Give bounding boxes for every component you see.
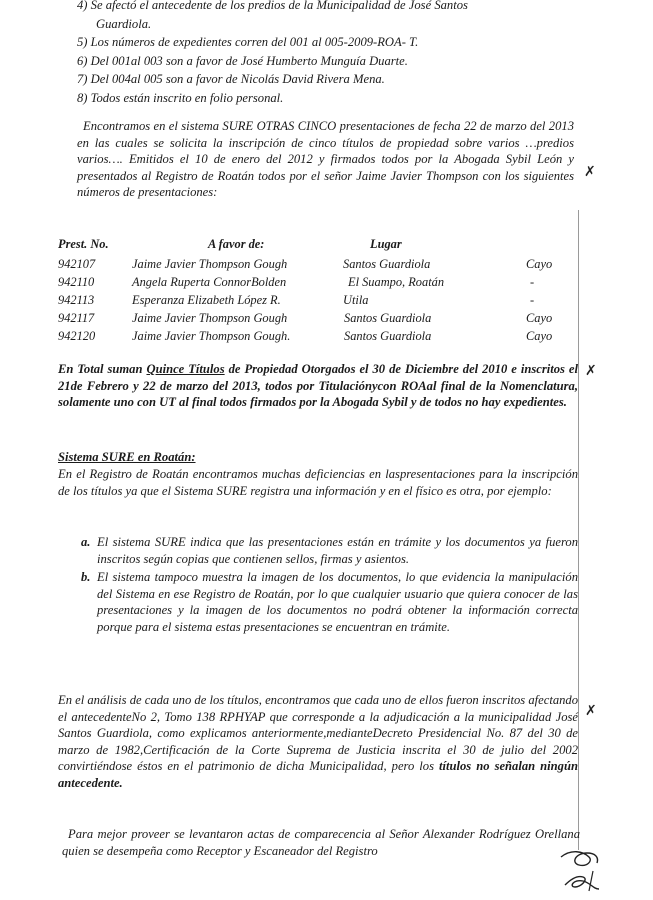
- paragraph-sure-presentations: Encontramos en el sistema SURE OTRAS CINCO presentaciones de fecha 22 de marzo del 2013 en las cuales se solicita la inscripción de cinco títulos de propiedad sobre varios …predios varios…. Emitidos el 10 de enero del 2012 y firmados todos por la Abogada Sybil León y presentados al Registro de Roatán todos por el señor Jaime Javier Thompson con los siguientes números de presentaciones:: [77, 119, 574, 200]
- margin-checkmark: ✗: [585, 703, 597, 719]
- col-header-favor: A favor de:: [208, 237, 265, 251]
- paragraph-total-titles: En Total suman Quince Títulos de Propiedad Otorgados el 30 de Diciembre del 2010 e inscritos el 21de Febrero y 22 de marzo del 2013, todos por Titulaciónycon ROAal final de la Nomenclatura, solamente uno con UT al final todos firmados por la Abogada Sybil y de todos no hay expedientes.: [58, 362, 579, 410]
- margin-checkmark: ✗: [585, 363, 597, 379]
- list-item: 8) Todos están inscrito en folio personal.: [77, 90, 284, 105]
- section-heading: Sistema SURE en Roatán:: [58, 450, 196, 464]
- paragraph-closing: Para mejor proveer se levantaron actas de comparecencia al Señor Alexander Rodríguez Orellana quien se desempeña como Receptor y Escaneador del Registro: [62, 827, 580, 858]
- presentations-table: [58, 237, 578, 347]
- list-item: a. El sistema SURE indica que las presentaciones están en trámite y los documentos ya fueron inscritos según copias que contienen sellos, firmas y asientos.: [81, 535, 578, 566]
- numbered-list: [77, 0, 572, 108]
- col-header-lugar: Lugar: [370, 237, 402, 251]
- table-row: 942113 Esperanza Elizabeth López R. Utila -: [58, 293, 535, 307]
- lettered-list: [81, 534, 578, 638]
- table-header-row: [58, 237, 578, 257]
- handwritten-signature: [553, 845, 605, 895]
- list-item: 4) Se afectó el antecedente de los predios de la Municipalidad de José Santos: [77, 0, 468, 12]
- list-item: 7) Del 004al 005 son a favor de Nicolás David Rivera Mena.: [77, 72, 385, 87]
- list-item: 6) Del 001al 003 son a favor de José Humberto Munguía Duarte.: [77, 53, 408, 68]
- list-item: b. El sistema tampoco muestra la imagen de los documentos, lo que evidencia la manipulación del Sistema en ese Registro de Roatán, por lo que cualquier usuario que quiera conocer de las presentaciones y la imagen de los documentos no podrá obtener la información correcta porque para el sistema estas presentaciones se encuentran en trámite.: [81, 570, 578, 634]
- col-header-number: Prest. No.: [58, 237, 109, 251]
- margin-checkmark: ✗: [584, 164, 596, 180]
- page-edge-line: [578, 210, 579, 850]
- list-item-continuation: Guardiola.: [96, 16, 152, 31]
- table-row: 942107 Jaime Javier Thompson Gough Santos Guardiola Cayo: [58, 257, 553, 271]
- table-row: 942120 Jaime Javier Thompson Gough. Santos Guardiola Cayo: [58, 329, 553, 343]
- table-row: 942110 Angela Ruperta ConnorBolden El Suampo, Roatán -: [58, 275, 535, 289]
- paragraph-analysis: En el análisis de cada uno de los títulos, encontramos que cada uno de ellos fueron inscritos afectando el antecedenteNo 2, Tomo 138 RPHYAP que corresponde a la adjudicación a la municipalidad José Santos Guardiola, como explicamos anteriormente,medianteDecreto Presidencial No. 87 del 30 de marzo de 1982,Certificación de la Corte Suprema de Justicia inscrita el 30 de julio del 2002 convirtiéndose éstos en el patrimonio de dicha Municipalidad, pero los títulos no señalan ningún antecedente.: [58, 693, 579, 790]
- list-item: 5) Los números de expedientes corren del 001 al 005-2009-ROA- T.: [77, 35, 419, 50]
- table-row: 942117 Jaime Javier Thompson Gough Santos Guardiola Cayo: [58, 311, 553, 325]
- paragraph-section-intro: En el Registro de Roatán encontramos muchas deficiencias en laspresentaciones para la inscripción de los títulos ya que el Sistema SURE registra una información y en el físico es otra, por ejemplo:: [58, 467, 578, 498]
